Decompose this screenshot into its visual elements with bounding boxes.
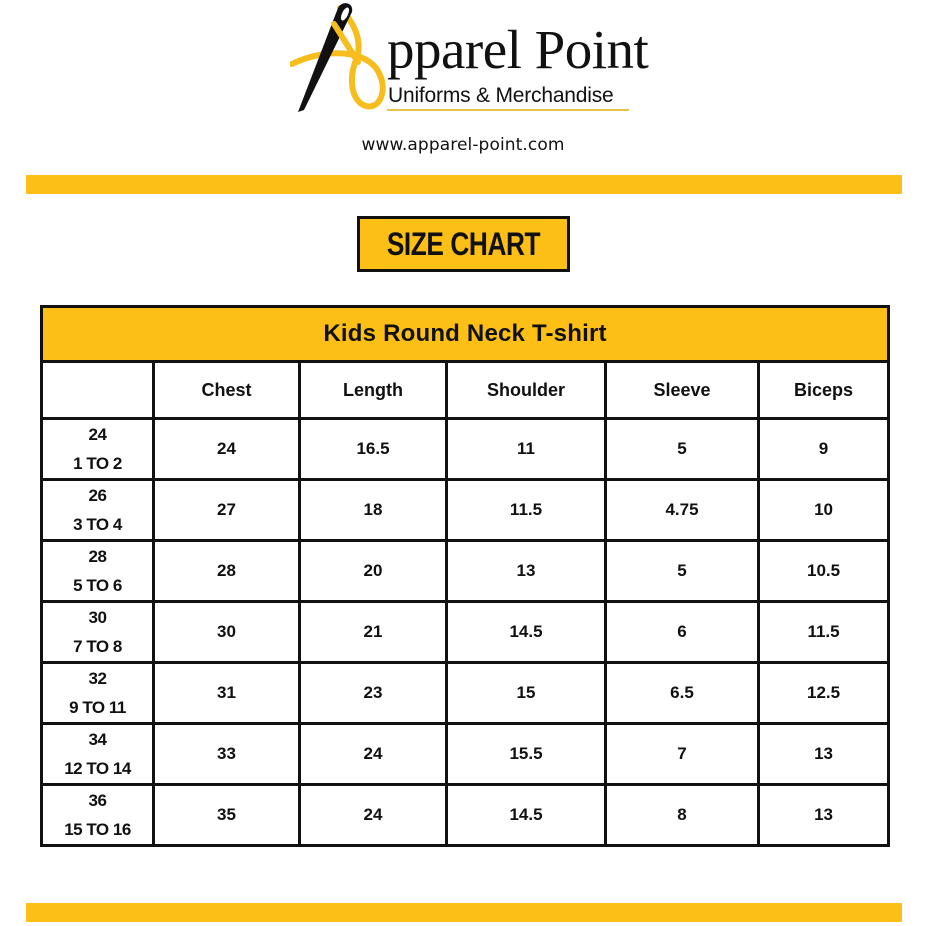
sleeve-value: 4.75 [606, 480, 759, 541]
table-row [42, 724, 889, 785]
table-row [42, 480, 889, 541]
size-chart-label: SIZE CHART [386, 225, 541, 262]
age-range: 7 TO 8 [73, 637, 122, 656]
age-range: 9 TO 11 [69, 698, 126, 717]
size-value: 28 [88, 547, 107, 566]
column-header-biceps: Biceps [759, 362, 889, 419]
size-chart-table [40, 305, 890, 847]
column-header-sleeve: Sleeve [606, 362, 759, 419]
biceps-value: 10 [759, 480, 889, 541]
tagline-underline [387, 109, 629, 111]
age-range: 15 TO 16 [64, 820, 131, 839]
size-value: 26 [88, 486, 107, 505]
shoulder-value: 13 [447, 541, 606, 602]
shoulder-value: 14.5 [447, 602, 606, 663]
size-cell [42, 602, 154, 663]
table-row [42, 419, 889, 480]
sleeve-value: 6.5 [606, 663, 759, 724]
size-cell [42, 785, 154, 846]
size-value: 32 [88, 669, 107, 688]
biceps-value: 10.5 [759, 541, 889, 602]
age-range: 5 TO 6 [73, 576, 122, 595]
chest-value: 30 [154, 602, 300, 663]
age-range: 3 TO 4 [73, 515, 122, 534]
size-value: 36 [88, 791, 107, 810]
sleeve-value: 5 [606, 541, 759, 602]
size-cell [42, 419, 154, 480]
length-value: 24 [300, 724, 447, 785]
table-header-row [42, 362, 889, 419]
length-value: 20 [300, 541, 447, 602]
size-value: 24 [88, 425, 107, 444]
column-header-chest: Chest [154, 362, 300, 419]
needle-and-thread-icon [290, 0, 400, 118]
table-row [42, 602, 889, 663]
table-title: Kids Round Neck T-shirt [42, 307, 889, 362]
age-range: 1 TO 2 [73, 454, 122, 473]
chest-value: 27 [154, 480, 300, 541]
brand-logo [290, 0, 649, 118]
shoulder-value: 15 [447, 663, 606, 724]
biceps-value: 13 [759, 785, 889, 846]
length-value: 23 [300, 663, 447, 724]
length-value: 18 [300, 480, 447, 541]
size-cell [42, 480, 154, 541]
biceps-value: 13 [759, 724, 889, 785]
size-cell [42, 724, 154, 785]
sleeve-value: 6 [606, 602, 759, 663]
biceps-value: 11.5 [759, 602, 889, 663]
column-header-size [42, 362, 154, 419]
sleeve-value: 5 [606, 419, 759, 480]
chest-value: 35 [154, 785, 300, 846]
biceps-value: 9 [759, 419, 889, 480]
chest-value: 28 [154, 541, 300, 602]
shoulder-value: 14.5 [447, 785, 606, 846]
brand-name: pparel Point [387, 19, 649, 80]
length-value: 16.5 [300, 419, 447, 480]
top-divider-bar [26, 175, 902, 194]
sleeve-value: 8 [606, 785, 759, 846]
brand-tagline: Uniforms & Merchandise [388, 84, 614, 107]
size-cell [42, 541, 154, 602]
age-range: 12 TO 14 [64, 759, 131, 778]
table-row [42, 541, 889, 602]
length-value: 21 [300, 602, 447, 663]
shoulder-value: 15.5 [447, 724, 606, 785]
table-row [42, 785, 889, 846]
website-url: www.apparel-point.com [361, 135, 565, 155]
biceps-value: 12.5 [759, 663, 889, 724]
column-header-shoulder: Shoulder [447, 362, 606, 419]
size-chart-badge [357, 216, 570, 272]
sleeve-value: 7 [606, 724, 759, 785]
shoulder-value: 11 [447, 419, 606, 480]
size-value: 30 [88, 608, 107, 627]
size-cell [42, 663, 154, 724]
chest-value: 24 [154, 419, 300, 480]
shoulder-value: 11.5 [447, 480, 606, 541]
table-row [42, 663, 889, 724]
chest-value: 33 [154, 724, 300, 785]
chest-value: 31 [154, 663, 300, 724]
size-value: 34 [88, 730, 107, 749]
bottom-divider-bar [26, 903, 902, 922]
length-value: 24 [300, 785, 447, 846]
column-header-length: Length [300, 362, 447, 419]
